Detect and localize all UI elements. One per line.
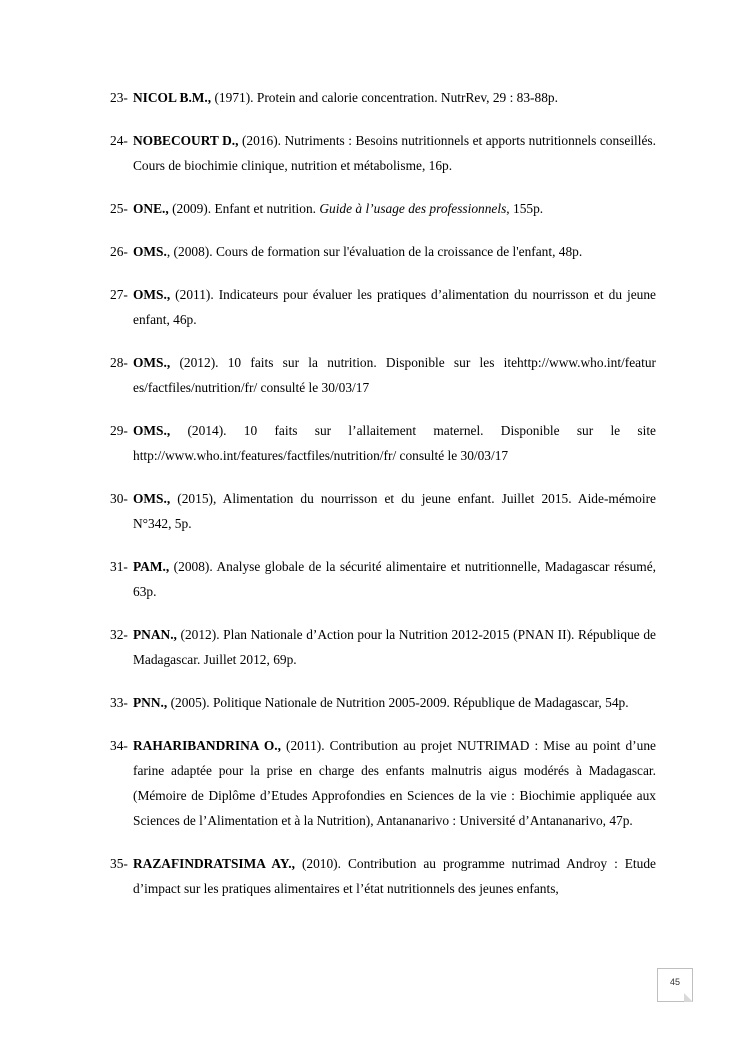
reference-author: PAM.,	[133, 559, 170, 574]
reference-item	[110, 85, 656, 110]
reference-author: ONE.,	[133, 201, 169, 216]
reference-number: 30-	[110, 491, 128, 506]
reference-number: 24-	[110, 133, 128, 148]
reference-text: (2005). Politique Nationale de Nutrition 2005-2009. République de Madagascar, 54p.	[167, 695, 629, 710]
reference-item	[110, 418, 656, 468]
reference-text: (2012). 10 faits sur la nutrition. Disponible sur les itehttp://www.who.int/featur es/factfiles/nutrition/fr/ consulté le 30/03/17	[133, 355, 656, 395]
reference-number: 32-	[110, 627, 128, 642]
reference-number: 25-	[110, 201, 128, 216]
reference-list	[110, 85, 656, 919]
reference-author: OMS.,	[133, 423, 171, 438]
reference-item	[110, 128, 656, 178]
reference-item	[110, 622, 656, 672]
reference-number: 33-	[110, 695, 128, 710]
reference-text: (1971). Protein and calorie concentration. NutrRev, 29 : 83-88p.	[211, 90, 558, 105]
reference-text: (2011). Indicateurs pour évaluer les pratiques d’alimentation du nourrisson et du jeune enfant, 46p.	[133, 287, 656, 327]
reference-author: OMS.,	[133, 491, 171, 506]
reference-text: (2012). Plan Nationale d’Action pour la Nutrition 2012-2015 (PNAN II). République de Madagascar. Juillet 2012, 69p.	[133, 627, 656, 667]
reference-author: PNAN.,	[133, 627, 177, 642]
reference-number: 29-	[110, 423, 128, 438]
reference-number: 26-	[110, 244, 128, 259]
reference-item	[110, 350, 656, 400]
reference-item	[110, 690, 656, 715]
reference-item	[110, 282, 656, 332]
reference-number: 27-	[110, 287, 128, 302]
reference-item	[110, 239, 656, 264]
reference-text: (2010). Contribution au programme nutrimad Androy : Etude d’impact sur les pratiques alimentaires et l’état nutritionnels des jeunes enfants,	[133, 856, 656, 896]
reference-item	[110, 486, 656, 536]
reference-author: NICOL B.M.,	[133, 90, 212, 105]
reference-text: (2015), Alimentation du nourrisson et du jeune enfant. Juillet 2015. Aide-mémoire N°342, 5p.	[133, 491, 656, 531]
reference-italic-title: Guide à l’usage des professionnels	[319, 201, 507, 216]
reference-number: 34-	[110, 738, 128, 753]
reference-item	[110, 196, 656, 221]
reference-item	[110, 733, 656, 833]
reference-text: , (2008). Cours de formation sur l'évaluation de la croissance de l'enfant, 48p.	[166, 244, 583, 259]
page-corner-fold	[684, 993, 693, 1002]
page-number-box	[657, 968, 693, 1002]
reference-author: RAZAFINDRATSIMA AY.,	[133, 856, 295, 871]
reference-author: OMS.,	[133, 287, 171, 302]
reference-author: RAHARIBANDRINA O.,	[133, 738, 281, 753]
reference-item	[110, 554, 656, 604]
reference-item	[110, 851, 656, 901]
reference-author: PNN.,	[133, 695, 168, 710]
reference-author: NOBECOURT D.,	[133, 133, 239, 148]
reference-text: (2011). Contribution au projet NUTRIMAD : Mise au point d’une farine adaptée pour la prise en charge des enfants malnutris aigus modérés à Madagascar. (Mémoire de Diplôme d’Etudes Approfondies en Sciences de la vie : Biochimie appliquée aux Sciences de l’Alimentation et à la Nutrition), Antananarivo : Université d’Antananarivo, 47p.	[133, 738, 656, 828]
reference-number: 28-	[110, 355, 128, 370]
reference-number: 31-	[110, 559, 128, 574]
reference-text: (2009). Enfant et nutrition.	[168, 201, 320, 216]
page-number: 45	[669, 977, 680, 987]
reference-text-end: , 155p.	[506, 201, 544, 216]
reference-author: OMS.,	[133, 355, 171, 370]
reference-number: 23-	[110, 90, 128, 105]
reference-author: OMS.	[133, 244, 167, 259]
reference-text: (2008). Analyse globale de la sécurité alimentaire et nutritionnelle, Madagascar résumé, 63p.	[133, 559, 656, 599]
reference-number: 35-	[110, 856, 128, 871]
reference-text: (2016). Nutriments : Besoins nutritionnels et apports nutritionnels conseillés. Cours de biochimie clinique, nutrition et métabolisme, 16p.	[133, 133, 656, 173]
reference-text: (2014). 10 faits sur l’allaitement maternel. Disponible sur le site http://www.who.int/features/factfiles/nutrition/fr/ consulté le 30/03/17	[133, 423, 656, 463]
